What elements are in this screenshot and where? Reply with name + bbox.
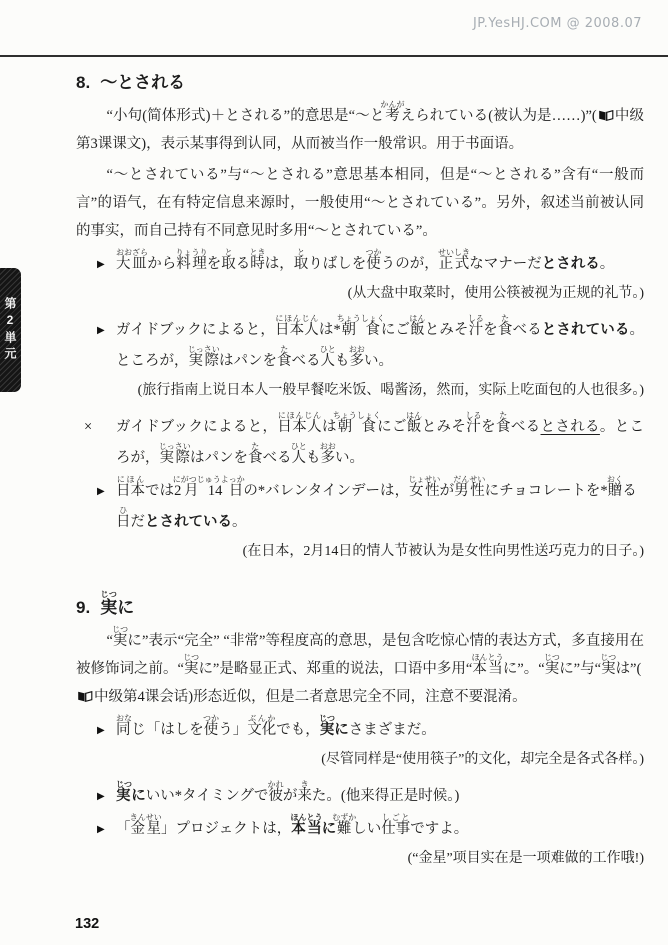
text-run: 人ひと xyxy=(319,345,336,369)
text-run: 。ところが， xyxy=(116,419,645,466)
open-book-icon xyxy=(598,109,614,122)
triangle-bullet-icon: ▶ xyxy=(97,486,105,497)
text-run: 実じつ xyxy=(543,653,560,677)
grammar-highlight: 実じつ xyxy=(319,714,335,738)
text-run: 実じつ xyxy=(112,625,129,649)
text-run: 使つか xyxy=(365,248,382,272)
wrong-example-sentence xyxy=(76,411,644,474)
furigana: はん xyxy=(406,411,423,420)
text-run: 日ひ xyxy=(116,506,131,530)
text-run: 実じつ xyxy=(183,653,200,677)
text-run: も xyxy=(306,450,321,466)
grammar-highlight: 本当ほんとう xyxy=(290,813,323,837)
furigana: かれ xyxy=(267,780,284,789)
furigana: かんが xyxy=(380,100,405,109)
triangle-bullet-icon: ▶ xyxy=(97,725,105,736)
explanation-paragraph xyxy=(76,100,644,158)
furigana: と xyxy=(293,248,309,257)
text-run: 女性じょせい xyxy=(408,475,441,499)
text-run: 実際じっさい xyxy=(187,345,220,369)
furigana: ちょうしょく xyxy=(336,314,385,323)
furigana: ほんとう xyxy=(471,653,504,662)
furigana: じつ xyxy=(183,653,200,662)
furigana: と xyxy=(221,248,236,257)
text-run: ですよ。 xyxy=(410,821,469,837)
text-run: 汁しる xyxy=(465,411,482,435)
grammar-highlight: に xyxy=(131,788,146,804)
furigana: にほん xyxy=(116,475,146,484)
text-run: 中级第3课课文)，表示某事得到认同，从而被当作一般常识。用于书面语。 xyxy=(76,108,644,152)
text-run: 来き xyxy=(297,780,312,804)
furigana: じつ xyxy=(600,653,617,662)
chinese-translation xyxy=(76,540,644,564)
furigana: じっさい xyxy=(187,345,220,354)
furigana: た xyxy=(248,442,263,451)
text-run: はパンを xyxy=(190,450,248,466)
text-run: 中级第4课会话)形态近似，但是二者意思完全不同，注意不要混淆。 xyxy=(94,689,527,705)
furigana: しる xyxy=(465,411,482,420)
chinese-translation xyxy=(76,282,644,306)
text-run: は xyxy=(321,419,337,435)
furigana: た xyxy=(497,314,513,323)
unit-tab-label: 第2単元 xyxy=(3,297,17,363)
text-run: い。 xyxy=(335,450,364,466)
furigana: つか xyxy=(365,248,382,257)
text-run: を xyxy=(206,256,222,272)
text-run: い。 xyxy=(364,353,393,369)
text-run: (从大盘中取菜时，使用公筷被视为正规的礼节。) xyxy=(347,286,644,301)
text-run: 食た xyxy=(495,411,511,435)
text-run: いい*タイミングで xyxy=(145,788,269,804)
text-run: (“金星”项目实在是一项难做的工作哦!) xyxy=(407,851,644,866)
text-run: “ xyxy=(106,633,113,649)
section-heading xyxy=(76,590,644,621)
text-run: う」 xyxy=(218,722,248,738)
text-run: 時とき xyxy=(249,248,266,272)
text-run: 飯はん xyxy=(406,411,423,435)
text-run: 朝食ちょうしょく xyxy=(332,411,381,435)
section-title xyxy=(100,590,135,617)
furigana: りょうり xyxy=(175,248,208,257)
text-run: 難むずか xyxy=(332,813,357,837)
furigana: おな xyxy=(116,714,132,723)
furigana: つか xyxy=(203,714,219,723)
text-run: りばしを xyxy=(308,256,367,272)
furigana: じっさい xyxy=(158,442,191,451)
page-number: 132 xyxy=(75,916,100,932)
text-run: 仕事しごと xyxy=(381,813,411,837)
furigana: きんせい xyxy=(129,813,162,822)
text-run: は* xyxy=(318,322,341,338)
text-run: 「 xyxy=(116,821,131,837)
text-run: だ xyxy=(130,514,145,530)
text-run: に”。“ xyxy=(502,661,545,677)
section-heading xyxy=(76,70,644,96)
text-run: に xyxy=(117,598,135,617)
page-content xyxy=(76,60,644,879)
furigana: じょせい xyxy=(408,475,441,484)
text-run: が xyxy=(282,788,298,804)
furigana: にほんじん xyxy=(275,314,319,323)
text-run: にチョコレートを* xyxy=(484,483,608,499)
furigana: しごと xyxy=(381,813,411,822)
text-run: でも， xyxy=(276,722,320,738)
text-run: に”是略显正式、郑重的说法，口语中多用“ xyxy=(198,661,473,677)
text-run: べる xyxy=(262,450,292,466)
text-run: 日本人にほんじん xyxy=(277,411,322,435)
furigana: しる xyxy=(467,314,484,323)
text-run: (在日本，2月14日的情人节被认为是女性向男性送巧克力的日子。) xyxy=(242,544,644,559)
text-run: “～とされている”与“～とされる”意思基本相同，但是“～とされる”含有“一般而言”的语气，在有特定信息来源时，一般使用“～とされている”。另外，叙述当前被认同的事实，而自己持有不同意见时多用“～とされている”。 xyxy=(76,167,644,239)
text-run: 贈おく xyxy=(606,475,623,499)
furigana: むずか xyxy=(332,813,357,822)
text-run: が xyxy=(439,483,455,499)
text-run: えられている(被认为是……)”( xyxy=(400,108,597,124)
text-run: 食た xyxy=(248,442,263,466)
open-book-icon xyxy=(77,690,93,703)
triangle-bullet-icon: ▶ xyxy=(97,259,105,270)
furigana: とき xyxy=(249,248,266,257)
text-run: る xyxy=(622,483,637,499)
text-run: さまざまだ。 xyxy=(348,722,436,738)
furigana: た xyxy=(495,411,511,420)
text-run: 実際じっさい xyxy=(158,442,191,466)
furigana: ひと xyxy=(319,345,336,354)
wrong-mark: × xyxy=(84,419,93,435)
underlined-phrase: とされる xyxy=(540,419,600,435)
furigana: じつ xyxy=(543,653,560,662)
text-run: は”( xyxy=(615,661,642,677)
text-run: 文化ぶんか xyxy=(247,714,277,738)
text-run: 汁しる xyxy=(467,314,484,338)
grammar-highlight: 実じつ xyxy=(116,780,132,804)
chinese-translation xyxy=(76,847,644,871)
text-run: じ「はしを xyxy=(131,722,204,738)
text-run: 多おお xyxy=(348,345,365,369)
example-sentence xyxy=(76,248,644,280)
text-run: にご xyxy=(376,419,407,435)
text-run: 正式せいしき xyxy=(438,248,470,272)
furigana: おお xyxy=(348,345,365,354)
text-run: しい xyxy=(352,821,382,837)
furigana: じつ xyxy=(112,625,129,634)
text-run: 同おな xyxy=(116,714,132,738)
grammar-highlight: に xyxy=(321,821,337,837)
text-run: は， xyxy=(264,256,294,272)
example-sentence xyxy=(76,714,644,746)
text-run: 本当ほんとう xyxy=(471,653,504,677)
text-run: も xyxy=(335,353,350,369)
text-run: ガイドブックによると， xyxy=(116,322,275,338)
furigana: じつ xyxy=(319,714,335,723)
section-number: 8. xyxy=(76,73,91,92)
text-run: (尽管同样是“使用筷子”的文化，却完全是各式各样。) xyxy=(321,752,644,767)
text-run: はパンを xyxy=(219,353,277,369)
furigana: にほんじん xyxy=(277,411,322,420)
text-run: 食た xyxy=(497,314,513,338)
text-run: 日本にほん xyxy=(116,475,146,499)
furigana: はん xyxy=(409,314,426,323)
text-run: の*バレンタインデーは， xyxy=(243,483,410,499)
section-number: 9. xyxy=(76,598,91,617)
example-sentence xyxy=(76,813,644,845)
text-run: る xyxy=(235,256,251,272)
text-run: 2月 14 日にがつじゅうよっか xyxy=(172,475,245,499)
grammar-highlight: に xyxy=(334,722,349,738)
triangle-bullet-icon: ▶ xyxy=(97,325,105,336)
explanation-paragraph xyxy=(76,625,644,711)
text-run: “小句(简体形式)＋とされる”的意思是“～と xyxy=(106,108,385,124)
text-run: 多おお xyxy=(319,442,336,466)
text-run: 男性だんせい xyxy=(453,475,486,499)
text-run: 考かんが xyxy=(380,100,405,124)
text-run: 取と xyxy=(221,248,236,272)
explanation-paragraph xyxy=(76,161,644,245)
text-run: た。(他来得正是时候。) xyxy=(311,788,460,804)
text-run: ガイドブックによると， xyxy=(116,419,278,435)
chinese-translation xyxy=(76,748,644,772)
text-run: ～とされる xyxy=(100,73,186,92)
text-run: では xyxy=(145,483,175,499)
furigana: き xyxy=(297,780,312,789)
text-run: 人ひと xyxy=(290,442,307,466)
furigana: ほんとう xyxy=(290,813,323,822)
grammar-highlight: とされている xyxy=(145,514,232,530)
furigana: にがつじゅうよっか xyxy=(172,475,245,484)
example-sentence xyxy=(76,475,644,538)
text-run: 大皿おおざら xyxy=(116,248,148,272)
text-run: 取と xyxy=(293,248,309,272)
text-run: 料理りょうり xyxy=(175,248,208,272)
text-run: 。 xyxy=(599,256,615,272)
furigana: せいしき xyxy=(438,248,470,257)
furigana: おおざら xyxy=(116,248,148,257)
top-rule xyxy=(0,55,668,57)
text-run: 飯はん xyxy=(409,314,426,338)
text-run: うのが， xyxy=(380,256,439,272)
text-run: から xyxy=(147,256,177,272)
section-title xyxy=(100,73,185,92)
furigana: おお xyxy=(319,442,336,451)
text-run: 。ところが， xyxy=(116,322,644,369)
example-sentence xyxy=(76,780,644,812)
text-run: 実じつ xyxy=(600,653,617,677)
text-run: を xyxy=(480,419,496,435)
text-run: にご xyxy=(380,322,411,338)
unit-tab xyxy=(0,268,21,392)
text-run: 。 xyxy=(232,514,247,530)
text-run: (旅行指南上说日本人一般早餐吃米饭、喝酱汤，然而，实际上吃面包的人也很多。) xyxy=(137,383,644,398)
text-run: 」プロジェクトは， xyxy=(161,821,292,837)
furigana: ひ xyxy=(116,506,131,515)
text-run: 食た xyxy=(277,345,292,369)
furigana: ぶんか xyxy=(247,714,277,723)
furigana: だんせい xyxy=(453,475,486,484)
text-run: なマナーだ xyxy=(469,256,542,272)
text-run: 彼かれ xyxy=(267,780,284,804)
text-run: とみそ xyxy=(421,419,467,435)
triangle-bullet-icon: ▶ xyxy=(97,791,105,802)
example-sentence xyxy=(76,314,644,377)
text-run: 金星きんせい xyxy=(129,813,162,837)
watermark: JP.YesHJ.COM @ 2008.07 xyxy=(472,16,642,31)
text-run: べる xyxy=(510,419,541,435)
text-run: を xyxy=(483,322,498,338)
text-run: 使つか xyxy=(203,714,219,738)
furigana: じつ xyxy=(116,780,132,789)
furigana: じつ xyxy=(100,590,118,599)
text-run: 実じつ xyxy=(100,590,118,617)
grammar-highlight: とされている xyxy=(541,322,630,338)
triangle-bullet-icon: ▶ xyxy=(97,824,105,835)
text-run: に”表示“完全” “非常”等程度高的意思，是包含吃惊心情的表达方式，多直接用在被修饰词之前。“ xyxy=(76,633,644,677)
text-run: に”与“ xyxy=(559,661,602,677)
furigana: ちょうしょく xyxy=(332,411,381,420)
text-run: 朝食ちょうしょく xyxy=(336,314,385,338)
chinese-translation xyxy=(76,379,644,403)
furigana: ひと xyxy=(290,442,307,451)
text-run: 日本人にほんじん xyxy=(275,314,319,338)
text-run: べる xyxy=(291,353,321,369)
text-run: とみそ xyxy=(424,322,469,338)
furigana: おく xyxy=(606,475,623,484)
furigana: た xyxy=(277,345,292,354)
text-run: べる xyxy=(512,322,542,338)
grammar-highlight: とされる xyxy=(541,256,600,272)
